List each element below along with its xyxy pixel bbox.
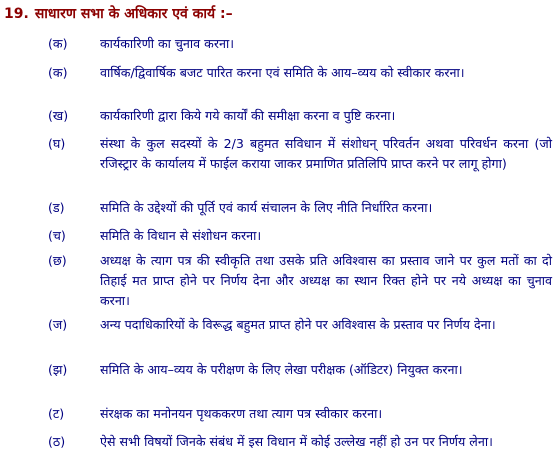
item-text: संरक्षक का मनोनयन पृथककरण तथा त्याग पत्र स्वीकार करना। bbox=[100, 406, 383, 421]
item-marker: (क) bbox=[48, 36, 68, 51]
item-text: वार्षिक/द्विवार्षिक बजट पारित करना एवं समिति के आय–व्यय को स्वीकार करना। bbox=[100, 65, 465, 80]
item-text: ऐसे सभी विषयों जिनके संबंध में इस विधान में कोई उल्लेख नहीं हो उन पर निर्णय लेना। bbox=[100, 434, 493, 449]
item-marker: (ड) bbox=[48, 200, 65, 215]
section-heading bbox=[4, 4, 233, 23]
item-marker: (च) bbox=[48, 228, 66, 243]
item-marker: (ख) bbox=[48, 108, 69, 123]
item-text: अन्य पदाधिकारियों के विरूद्ध बहुमत प्राप्त होने पर अविश्वास के प्रस्ताव पर निर्णय देना। bbox=[100, 317, 496, 332]
item-text: समिति के आय–व्यय के परीक्षण के लिए लेखा परीक्षक (ऑडिटर) नियुक्त करना। bbox=[100, 362, 463, 377]
item-text: कार्यकारिणी द्वारा किये गये कार्यों की समीक्षा करना व पुष्टि करना। bbox=[100, 108, 396, 123]
item-marker: (घ) bbox=[48, 136, 66, 151]
item-text: अध्यक्ष के त्याग पत्र की स्वीकृति तथा उसके प्रति अविश्वास का प्रस्ताव जाने पर कुल मतों का दो तिहाई मत प्राप्त होने पर निर्णय देना और अध्यक्ष का स्थान रिक्त होने पर नये अध्यक्ष का चुनाव करना। bbox=[100, 253, 552, 308]
item-text: संस्था के कुल सदस्यों के 2/3 बहुमत सविधान में संशोधन् परिवर्तन अथवा परिवर्धन करना (जो रजिस्ट्रार के कार्यालय में फाईल कराया जाकर प्रमाणित प्रतिलिपि प्राप्त करने पर लागू होगा) bbox=[100, 136, 552, 171]
item-marker: (क) bbox=[48, 65, 68, 80]
item-marker: (ज) bbox=[48, 317, 68, 332]
item-text: कार्यकारिणी का चुनाव करना। bbox=[100, 36, 234, 51]
item-marker: (ट) bbox=[48, 406, 65, 421]
item-marker: (छ) bbox=[48, 253, 67, 268]
item-text: समिति के विधान से संशोधन करना। bbox=[100, 228, 262, 243]
item-marker: (झ) bbox=[48, 362, 68, 377]
section-number: 19. bbox=[4, 6, 29, 22]
section-title: साधारण सभा के अधिकार एवं कार्य :– bbox=[34, 6, 233, 22]
item-text: समिति के उद्देश्यों की पूर्ति एवं कार्य संचालन के लिए नीति निर्धारित करना। bbox=[100, 200, 433, 215]
item-marker: (ठ) bbox=[48, 434, 66, 449]
